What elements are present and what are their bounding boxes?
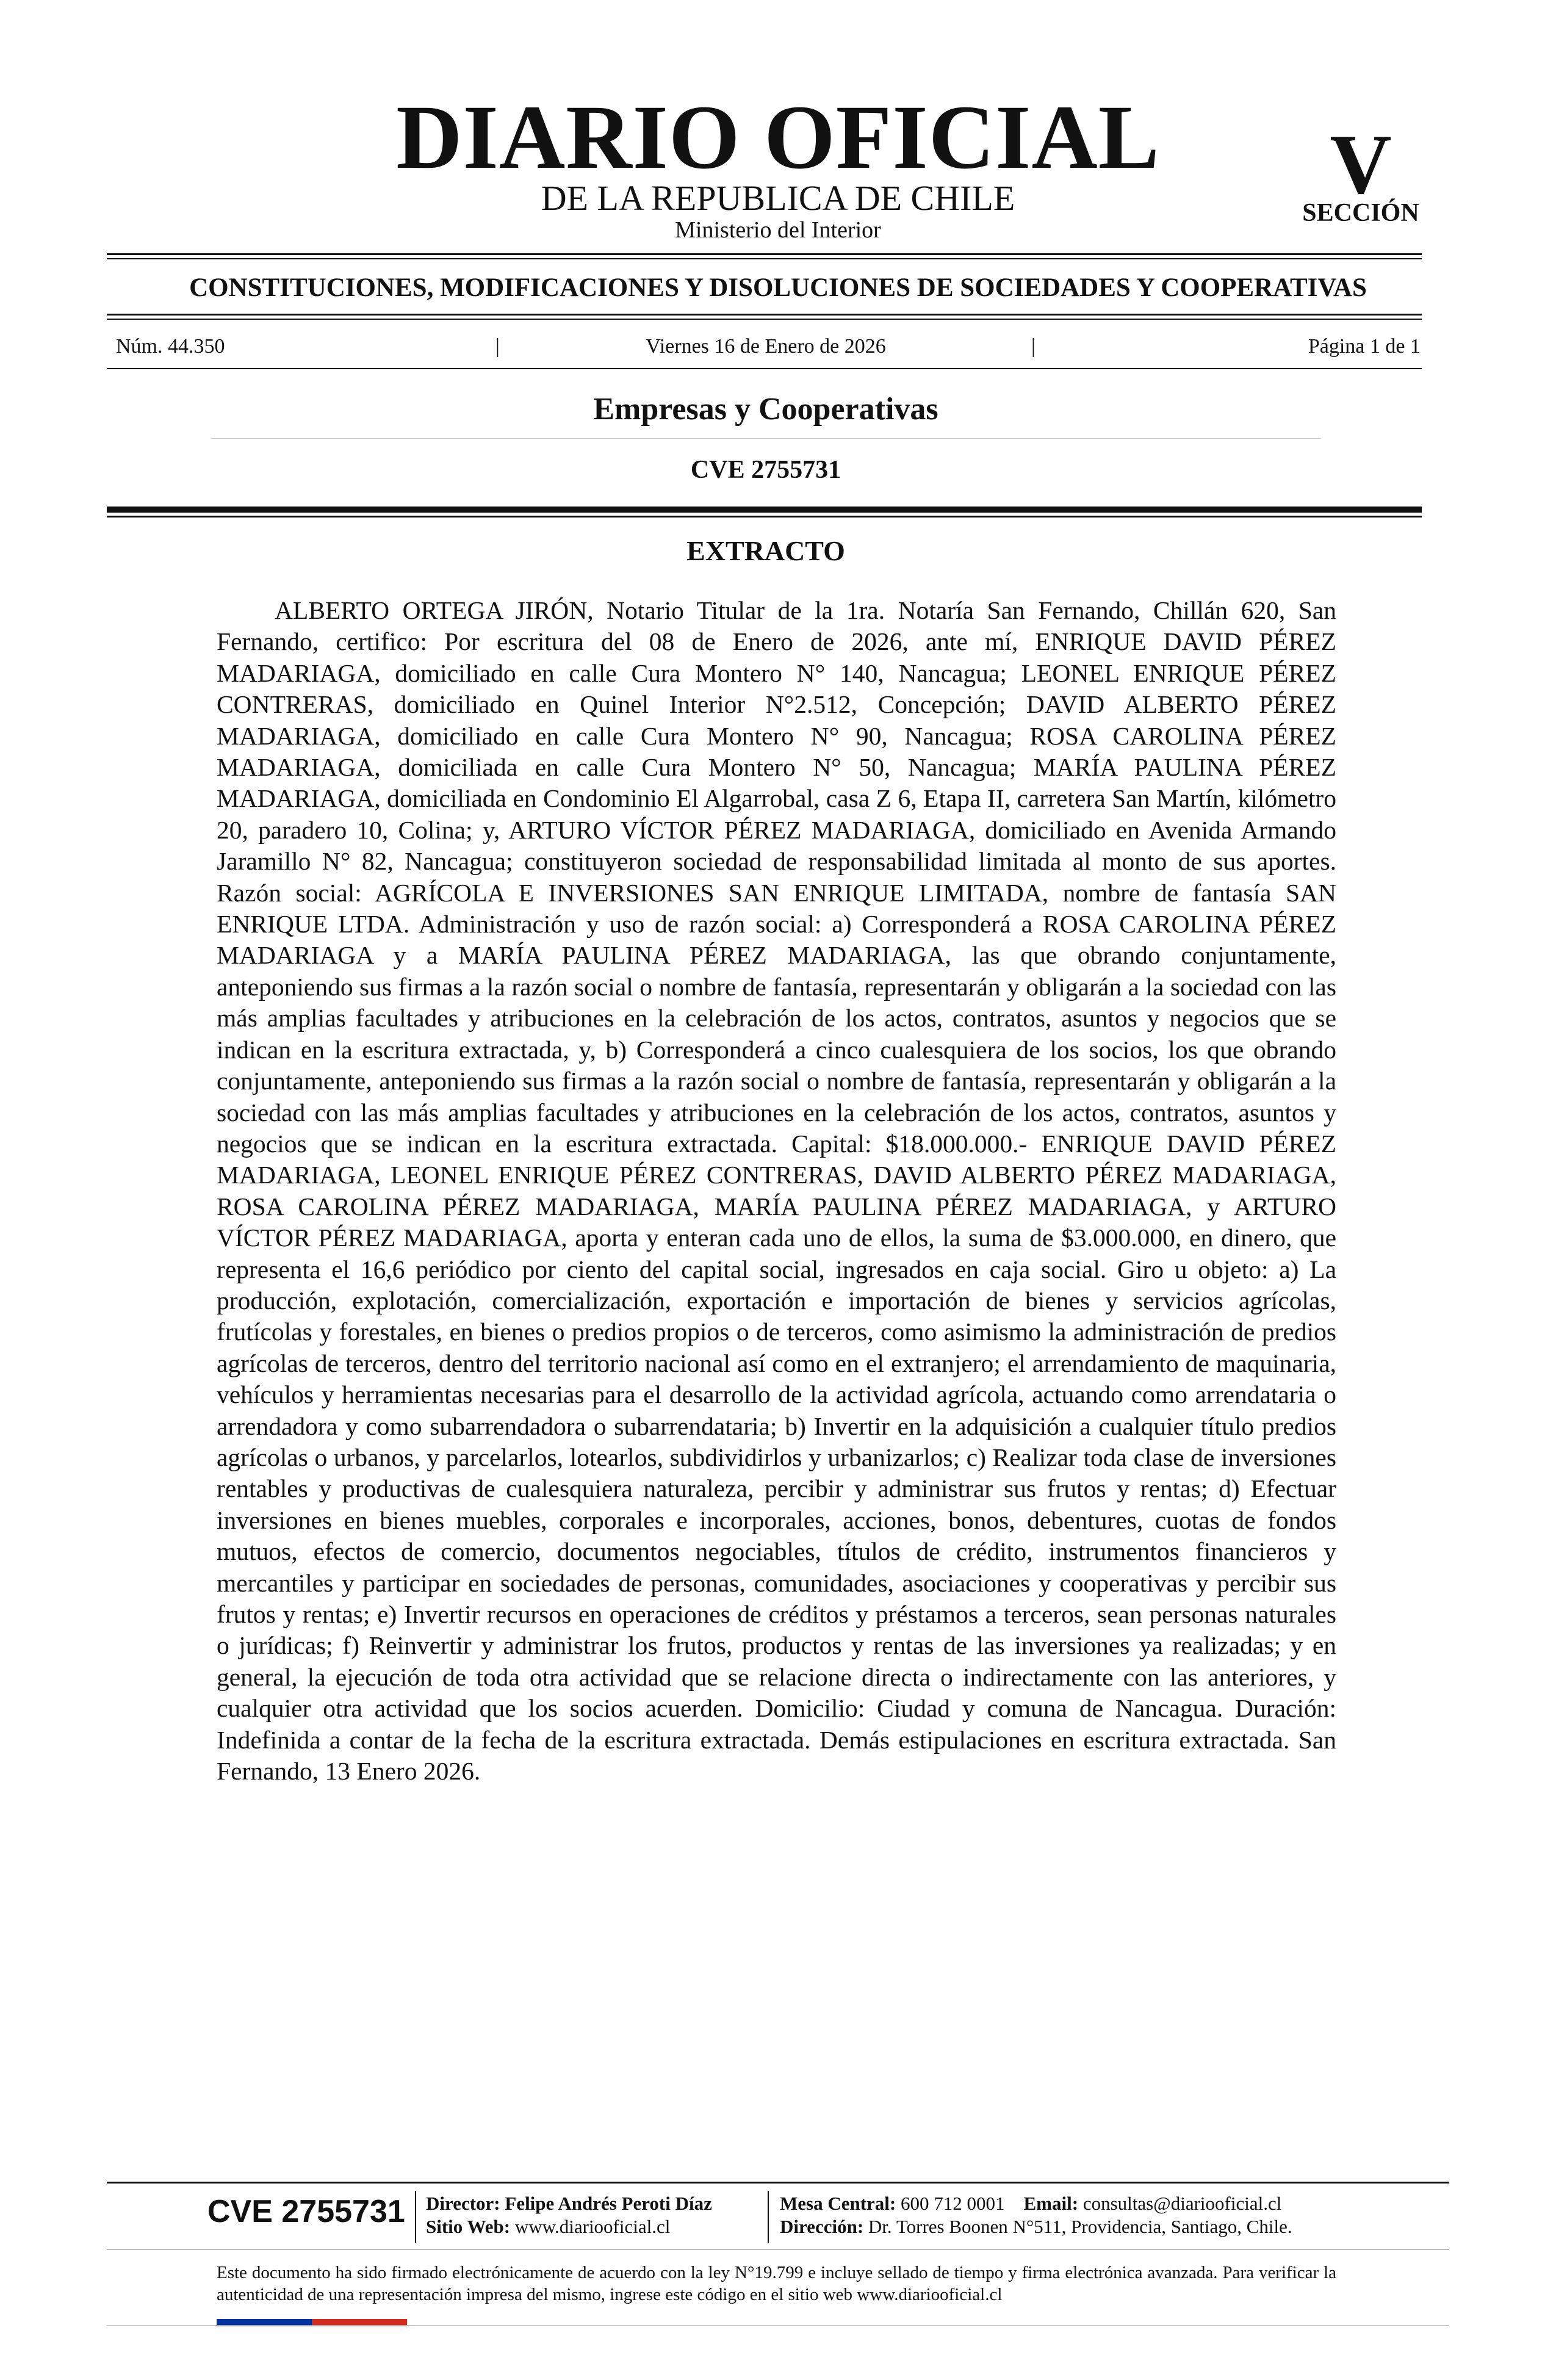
header-rule: [107, 314, 1422, 316]
extract-body: ALBERTO ORTEGA JIRÓN, Notario Titular de la 1ra. Notaría San Fernando, Chillán 620, San Fernando, certifico: Por escritura del 08 de Enero de 2026, ante mí, ENRIQUE DAVID PÉREZ MADARIAGA, domiciliado en calle Cura Montero N° 140, Nancagua; LEONEL ENRIQUE PÉREZ CONTRERAS, domiciliado en Quinel Interior N°2.512, Concepción; DAVID ALBERTO PÉREZ MADARIAGA, domiciliado en calle Cura Montero N° 90, Nancagua; ROSA CAROLINA PÉREZ MADARIAGA, domiciliada en calle Cura Montero N° 50, Nancagua; MARÍA PAULINA PÉREZ MADARIAGA, domiciliada en Condominio El Algarrobal, casa Z 6, Etapa II, carretera San Martín, kilómetro 20, paradero 10, Colina; y, ARTURO VÍCTOR PÉREZ MADARIAGA, domiciliado en Avenida Armando Jaramillo N° 82, Nancagua; constituyeron sociedad de responsabilidad limitada al monto de sus aportes. Razón social: AGRÍCOLA E INVERSIONES SAN ENRIQUE LIMITADA, nombre de fantasía SAN ENRIQUE LTDA. Administración y uso de razón social: a) Corresponderá a ROSA CAROLINA PÉREZ MADARIAGA y a MARÍA PAULINA PÉREZ MADARIAGA, las que obrando conjuntamente, anteponiendo sus firmas a la razón social o nombre de fantasía, representarán y obligarán a la sociedad con las más amplias facultades y atribuciones en la celebración de los actos, contratos, asuntos y negocios que se indican en la escritura extractada, y, b) Corresponderá a cinco cualesquiera de los socios, los que obrando conjuntamente, anteponiendo sus firmas a la razón social o nombre de fantasía, representarán y obligarán a la sociedad con las más amplias facultades y atribuciones en la celebración de los actos, contratos, asuntos y negocios que se indican en la escritura extractada. Capital: $18.000.000.- ENRIQUE DAVID PÉREZ MADARIAGA, LEONEL ENRIQUE PÉREZ CONTRERAS, DAVID ALBERTO PÉREZ MADARIAGA, ROSA CAROLINA PÉREZ MADARIAGA, MARÍA PAULINA PÉREZ MADARIAGA, y ARTURO VÍCTOR PÉREZ MADARIAGA, aporta y enteran cada uno de ellos, la suma de $3.000.000, en dinero, que representa el 16,6 periódico por ciento del capital social, ingresados en caja social. Giro u objeto: a) La producción, explotación, comercialización, exportación e importación de bienes y servicios agrícolas, frutícolas y forestales, en bienes o predios propios o de terceros, como asimismo la administración de predios agrícolas de terceros, dentro del territorio nacional así como en el extranjero; el arrendamiento de maquinaria, vehículos y herramientas necesarias para el desarrollo de la actividad agrícola, actuando como arrendataria o arrendadora y como subarrendadora o subarrendataria; b) Invertir en la adquisición a cualquier título predios agrícolas o urbanos, y parcelarlos, lotearlos, subdividirlos y urbanizarlos; c) Realizar toda clase de inversiones rentables y productivas de cualesquiera naturaleza, percibir y administrar sus frutos y rentas; d) Efectuar inversiones en bienes muebles, corporales e incorporales, acciones, bonos, debentures, cuotas de fondos mutuos, efectos de comercio, documentos negociables, títulos de crédito, instrumentos financieros y mercantiles y participar en sociedades de personas, comunidades, asociaciones y cooperativas y percibir sus frutos y rentas; e) Invertir recursos en operaciones de créditos y préstamos a terceros, sean personas naturales o jurídicas; f) Reinvertir y administrar los frutos, productos y rentas de las inversiones ya realizadas; y en general, la ejecución de toda otra actividad que se relacione directa o indirectamente con las anteriores, y cualquier otra actividad que los socios acuerden. Domicilio: Ciudad y comuna de Nancagua. Duración: Indefinida a contar de la fecha de la escritura extractada. Demás estipulaciones en escritura extractada. San Fernando, 13 Enero 2026.: [217, 596, 1336, 1786]
category-divider: [211, 438, 1321, 439]
footer-director: [426, 2192, 712, 2215]
footer-rule: [107, 2182, 1449, 2183]
footer-divider: [415, 2191, 416, 2243]
section-label: SECCIÓN: [1302, 199, 1419, 227]
extract-title: EXTRACTO: [686, 535, 845, 566]
page-indicator: Página 1 de 1: [1308, 335, 1421, 358]
header-rule: [107, 258, 1422, 259]
footer-contact-right: [780, 2192, 1292, 2238]
issue-date: Viernes 16 de Enero de 2026: [646, 335, 886, 358]
footer-cve-code: CVE 2755731: [207, 2194, 405, 2229]
email-label: Email:: [1023, 2193, 1079, 2214]
masthead-subtitle: DE LA REPUBLICA DE CHILE: [541, 178, 1015, 218]
email-link[interactable]: consultas@diariooficial.cl: [1082, 2193, 1282, 2214]
section-banner: CONSTITUCIONES, MODIFICACIONES Y DISOLUCIONES DE SOCIEDADES Y COOPERATIVAS: [189, 273, 1367, 302]
mesa-label: Mesa Central:: [780, 2193, 896, 2214]
website-link[interactable]: www.diariooficial.cl: [514, 2216, 671, 2237]
footer-address: [780, 2215, 1292, 2238]
thick-rule: [107, 516, 1422, 517]
thick-rule: [107, 507, 1422, 513]
masthead-title: DIARIO OFICIAL: [396, 87, 1160, 188]
footer-rule: [107, 2325, 1449, 2326]
footer-website: [426, 2215, 712, 2238]
footer-contact-left: [426, 2192, 712, 2238]
address-label: Dirección:: [780, 2216, 864, 2237]
footer-divider: [768, 2191, 769, 2243]
category-title: Empresas y Cooperativas: [593, 392, 938, 427]
footer-phone-email: [780, 2192, 1292, 2215]
mesa-value: 600 712 0001: [901, 2193, 1005, 2214]
masthead-ministry: Ministerio del Interior: [675, 217, 881, 243]
director-label: Director:: [426, 2193, 500, 2214]
meta-separator: |: [1031, 335, 1036, 358]
footer-rule: [107, 2249, 1449, 2250]
header-rule: [107, 253, 1422, 255]
address-value: Dr. Torres Boonen N°511, Providencia, Santiago, Chile.: [868, 2216, 1292, 2237]
meta-rule: [107, 368, 1422, 369]
cve-code: CVE 2755731: [690, 456, 841, 484]
section-letter: V: [1330, 117, 1392, 212]
issue-number: Núm. 44.350: [116, 335, 225, 358]
legal-notice: Este documento ha sido firmado electrónicamente de acuerdo con la ley N°19.799 e incluye sellado de tiempo y firma electrónica avanzada. Para verificar la autenticidad de una representación impresa del mismo, ingrese este código en el sitio web www.diariooficial.cl: [217, 2263, 1336, 2304]
website-label: Sitio Web:: [426, 2216, 511, 2237]
director-value: Felipe Andrés Peroti Díaz: [505, 2193, 712, 2214]
meta-separator: |: [495, 335, 500, 358]
header-rule: [107, 319, 1422, 320]
